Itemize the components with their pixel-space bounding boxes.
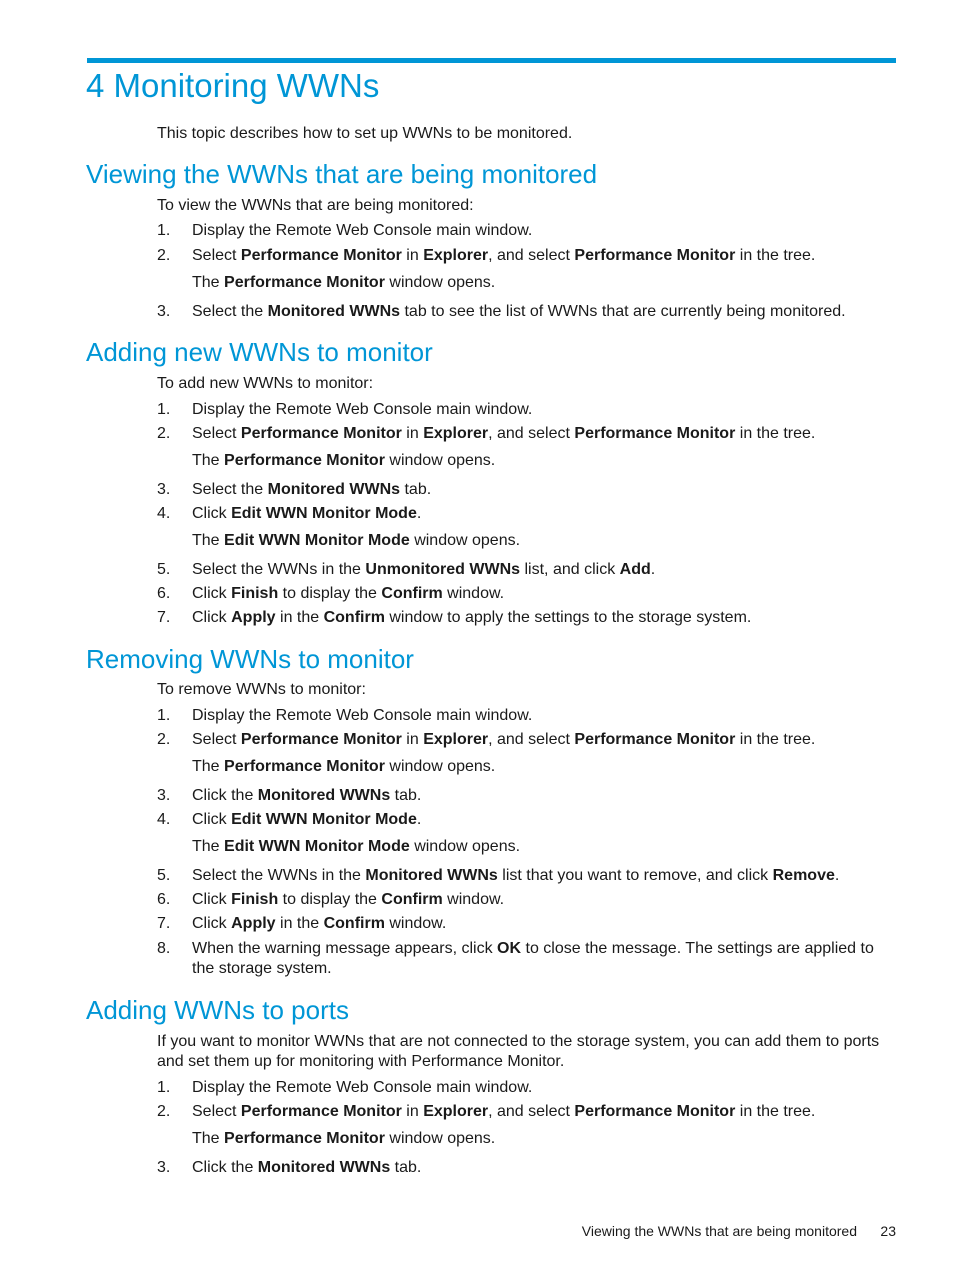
step-note: The Edit WWN Monitor Mode window opens. — [192, 838, 521, 855]
section-intro-adding: To add new WWNs to monitor: — [157, 375, 374, 392]
step-number: 8. — [157, 940, 171, 957]
step-number: 2. — [157, 1103, 171, 1120]
section-intro-removing: To remove WWNs to monitor: — [157, 681, 366, 698]
step-number: 2. — [157, 247, 171, 264]
step-text: Click the Monitored WWNs tab. — [192, 787, 422, 804]
section-heading-adding: Adding new WWNs to monitor — [86, 337, 433, 367]
step-text: Select the WWNs in the Unmonitored WWNs list, and click Add. — [192, 561, 656, 578]
step-note: The Performance Monitor window opens. — [192, 1130, 496, 1147]
step-text: Display the Remote Web Console main window. — [192, 707, 533, 724]
section-intro-viewing: To view the WWNs that are being monitored: — [157, 197, 474, 214]
step-number: 3. — [157, 303, 171, 320]
step-number: 6. — [157, 585, 171, 602]
step-number: 2. — [157, 731, 171, 748]
step-number: 5. — [157, 867, 171, 884]
step-text: Display the Remote Web Console main window. — [192, 222, 533, 239]
step-text: Click Apply in the Confirm window. — [192, 915, 447, 932]
step-text: Click Apply in the Confirm window to apply the settings to the storage system. — [192, 609, 752, 626]
step-note: The Edit WWN Monitor Mode window opens. — [192, 532, 521, 549]
step-number: 4. — [157, 811, 171, 828]
chapter-rule — [87, 58, 896, 63]
step-text: Select Performance Monitor in Explorer, and select Performance Monitor in the tree. — [192, 1103, 816, 1120]
step-text: Display the Remote Web Console main window. — [192, 1079, 533, 1096]
step-text: Display the Remote Web Console main window. — [192, 401, 533, 418]
step-text: Click Edit WWN Monitor Mode. — [192, 811, 422, 828]
step-number: 3. — [157, 481, 171, 498]
step-text: Select the Monitored WWNs tab to see the list of WWNs that are currently being monitored. — [192, 303, 846, 320]
step-note: The Performance Monitor window opens. — [192, 274, 496, 291]
step-text: Select the Monitored WWNs tab. — [192, 481, 432, 498]
chapter-title: 4 Monitoring WWNs — [86, 67, 380, 104]
section-heading-ports: Adding WWNs to ports — [86, 995, 349, 1025]
step-number: 1. — [157, 707, 171, 724]
step-number: 5. — [157, 561, 171, 578]
step-number: 3. — [157, 1159, 171, 1176]
section-intro-ports: If you want to monitor WWNs that are not connected to the storage system, you can add them to ports and set them up for monitoring with Performance Monitor. — [157, 1033, 880, 1070]
step-text: When the warning message appears, click OK to close the message. The settings are applied to the storage system. — [192, 940, 874, 977]
step-text: Click Finish to display the Confirm window. — [192, 585, 505, 602]
chapter-intro: This topic describes how to set up WWNs to be monitored. — [157, 125, 573, 142]
step-note: The Performance Monitor window opens. — [192, 452, 496, 469]
step-number: 6. — [157, 891, 171, 908]
step-text: Click Edit WWN Monitor Mode. — [192, 505, 422, 522]
section-heading-viewing: Viewing the WWNs that are being monitored — [86, 159, 598, 189]
step-note: The Performance Monitor window opens. — [192, 758, 496, 775]
step-number: 4. — [157, 505, 171, 522]
step-number: 1. — [157, 1079, 171, 1096]
step-text: Select the WWNs in the Monitored WWNs list that you want to remove, and click Remove. — [192, 867, 840, 884]
step-text: Click Finish to display the Confirm window. — [192, 891, 505, 908]
section-heading-removing: Removing WWNs to monitor — [86, 644, 414, 674]
step-text: Select Performance Monitor in Explorer, and select Performance Monitor in the tree. — [192, 425, 816, 442]
step-number: 7. — [157, 915, 171, 932]
step-text: Select Performance Monitor in Explorer, and select Performance Monitor in the tree. — [192, 731, 816, 748]
step-number: 1. — [157, 401, 171, 418]
step-text: Select Performance Monitor in Explorer, and select Performance Monitor in the tree. — [192, 247, 816, 264]
step-text: Click the Monitored WWNs tab. — [192, 1159, 422, 1176]
step-number: 7. — [157, 609, 171, 626]
step-number: 2. — [157, 425, 171, 442]
footer-section-title: Viewing the WWNs that are being monitored — [581, 1223, 857, 1239]
step-number: 1. — [157, 222, 171, 239]
footer-page-number: 23 — [880, 1223, 896, 1239]
step-number: 3. — [157, 787, 171, 804]
